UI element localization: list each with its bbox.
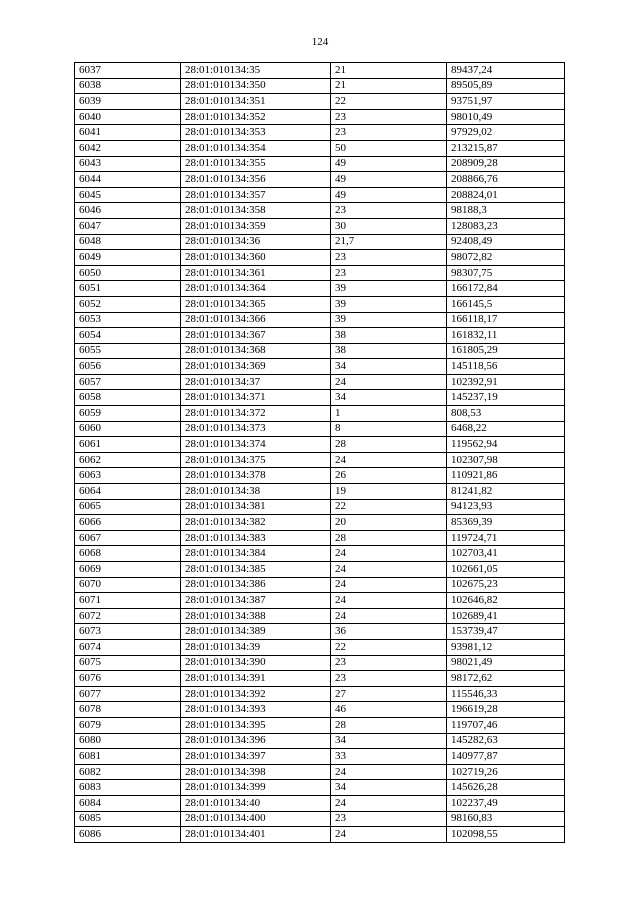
- value-cell: 102719,26: [447, 764, 565, 780]
- table-row: [75, 172, 565, 188]
- area-cell: 46: [331, 702, 447, 718]
- value-cell: 102307,98: [447, 452, 565, 468]
- value-cell: 89505,89: [447, 78, 565, 94]
- cadastral-number-cell: 28:01:010134:390: [181, 655, 331, 671]
- row-number-cell: 6052: [75, 296, 181, 312]
- row-number-cell: 6084: [75, 795, 181, 811]
- row-number-cell: 6076: [75, 671, 181, 687]
- row-number-cell: 6077: [75, 686, 181, 702]
- cadastral-number-cell: 28:01:010134:393: [181, 702, 331, 718]
- value-cell: 102689,41: [447, 608, 565, 624]
- row-number-cell: 6068: [75, 546, 181, 562]
- area-cell: 34: [331, 390, 447, 406]
- row-number-cell: 6053: [75, 312, 181, 328]
- value-cell: 98172,62: [447, 671, 565, 687]
- value-cell: 208824,01: [447, 187, 565, 203]
- value-cell: 81241,82: [447, 484, 565, 500]
- value-cell: 102703,41: [447, 546, 565, 562]
- area-cell: 39: [331, 296, 447, 312]
- cadastral-number-cell: 28:01:010134:352: [181, 109, 331, 125]
- table-row: [75, 515, 565, 531]
- value-cell: 119707,46: [447, 717, 565, 733]
- cadastral-number-cell: 28:01:010134:366: [181, 312, 331, 328]
- row-number-cell: 6081: [75, 749, 181, 765]
- area-cell: 36: [331, 624, 447, 640]
- value-cell: 97929,02: [447, 125, 565, 141]
- row-number-cell: 6062: [75, 452, 181, 468]
- value-cell: 153739,47: [447, 624, 565, 640]
- area-cell: 34: [331, 780, 447, 796]
- row-number-cell: 6049: [75, 250, 181, 266]
- table-row: [75, 156, 565, 172]
- table-row: [75, 702, 565, 718]
- table-row: [75, 328, 565, 344]
- value-cell: 213215,87: [447, 140, 565, 156]
- table-row: [75, 655, 565, 671]
- cadastral-number-cell: 28:01:010134:388: [181, 608, 331, 624]
- area-cell: 19: [331, 484, 447, 500]
- row-number-cell: 6075: [75, 655, 181, 671]
- area-cell: 23: [331, 671, 447, 687]
- area-cell: 24: [331, 562, 447, 578]
- table-row: [75, 593, 565, 609]
- cadastral-number-cell: 28:01:010134:371: [181, 390, 331, 406]
- row-number-cell: 6072: [75, 608, 181, 624]
- table-row: [75, 811, 565, 827]
- cadastral-number-cell: 28:01:010134:350: [181, 78, 331, 94]
- area-cell: 23: [331, 811, 447, 827]
- value-cell: 102661,05: [447, 562, 565, 578]
- cadastral-number-cell: 28:01:010134:374: [181, 437, 331, 453]
- row-number-cell: 6067: [75, 530, 181, 546]
- table-row: [75, 546, 565, 562]
- cadastral-number-cell: 28:01:010134:355: [181, 156, 331, 172]
- cadastral-number-cell: 28:01:010134:391: [181, 671, 331, 687]
- row-number-cell: 6079: [75, 717, 181, 733]
- area-cell: 24: [331, 827, 447, 843]
- value-cell: 140977,87: [447, 749, 565, 765]
- row-number-cell: 6063: [75, 468, 181, 484]
- row-number-cell: 6037: [75, 63, 181, 79]
- value-cell: 94123,93: [447, 499, 565, 515]
- row-number-cell: 6058: [75, 390, 181, 406]
- value-cell: 208909,28: [447, 156, 565, 172]
- cadastral-number-cell: 28:01:010134:361: [181, 265, 331, 281]
- value-cell: 145237,19: [447, 390, 565, 406]
- table-row: [75, 639, 565, 655]
- cadastral-number-cell: 28:01:010134:39: [181, 639, 331, 655]
- area-cell: 23: [331, 265, 447, 281]
- table-row: [75, 140, 565, 156]
- area-cell: 22: [331, 94, 447, 110]
- area-cell: 23: [331, 655, 447, 671]
- table-row: [75, 296, 565, 312]
- value-cell: 89437,24: [447, 63, 565, 79]
- area-cell: 28: [331, 437, 447, 453]
- row-number-cell: 6055: [75, 343, 181, 359]
- table-row: [75, 187, 565, 203]
- value-cell: 119562,94: [447, 437, 565, 453]
- area-cell: 50: [331, 140, 447, 156]
- area-cell: 49: [331, 187, 447, 203]
- row-number-cell: 6043: [75, 156, 181, 172]
- value-cell: 93751,97: [447, 94, 565, 110]
- row-number-cell: 6059: [75, 406, 181, 422]
- area-cell: 39: [331, 312, 447, 328]
- row-number-cell: 6048: [75, 234, 181, 250]
- table-row: [75, 764, 565, 780]
- value-cell: 166172,84: [447, 281, 565, 297]
- cadastral-number-cell: 28:01:010134:364: [181, 281, 331, 297]
- row-number-cell: 6078: [75, 702, 181, 718]
- area-cell: 23: [331, 203, 447, 219]
- row-number-cell: 6039: [75, 94, 181, 110]
- area-cell: 21,7: [331, 234, 447, 250]
- area-cell: 22: [331, 639, 447, 655]
- table-row: [75, 281, 565, 297]
- value-cell: 196619,28: [447, 702, 565, 718]
- cadastral-number-cell: 28:01:010134:382: [181, 515, 331, 531]
- row-number-cell: 6070: [75, 577, 181, 593]
- cadastral-number-cell: 28:01:010134:395: [181, 717, 331, 733]
- area-cell: 24: [331, 764, 447, 780]
- table-row: [75, 608, 565, 624]
- row-number-cell: 6080: [75, 733, 181, 749]
- row-number-cell: 6038: [75, 78, 181, 94]
- cadastral-number-cell: 28:01:010134:400: [181, 811, 331, 827]
- table-row: [75, 686, 565, 702]
- table-row: [75, 78, 565, 94]
- table-row: [75, 795, 565, 811]
- cadastral-number-cell: 28:01:010134:378: [181, 468, 331, 484]
- area-cell: 23: [331, 109, 447, 125]
- cadastral-number-cell: 28:01:010134:381: [181, 499, 331, 515]
- cadastral-number-cell: 28:01:010134:375: [181, 452, 331, 468]
- value-cell: 161832,11: [447, 328, 565, 344]
- value-cell: 92408,49: [447, 234, 565, 250]
- row-number-cell: 6040: [75, 109, 181, 125]
- table-row: [75, 125, 565, 141]
- value-cell: 102392,91: [447, 374, 565, 390]
- table-row: [75, 468, 565, 484]
- cadastral-number-cell: 28:01:010134:365: [181, 296, 331, 312]
- table-row: [75, 234, 565, 250]
- area-cell: 39: [331, 281, 447, 297]
- area-cell: 24: [331, 577, 447, 593]
- cadastral-number-cell: 28:01:010134:369: [181, 359, 331, 375]
- area-cell: 38: [331, 328, 447, 344]
- row-number-cell: 6042: [75, 140, 181, 156]
- cadastral-number-cell: 28:01:010134:389: [181, 624, 331, 640]
- value-cell: 98307,75: [447, 265, 565, 281]
- cadastral-number-cell: 28:01:010134:368: [181, 343, 331, 359]
- value-cell: 102646,82: [447, 593, 565, 609]
- cadastral-number-cell: 28:01:010134:351: [181, 94, 331, 110]
- cadastral-number-cell: 28:01:010134:357: [181, 187, 331, 203]
- row-number-cell: 6083: [75, 780, 181, 796]
- area-cell: 34: [331, 359, 447, 375]
- value-cell: 166145,5: [447, 296, 565, 312]
- table-row: [75, 406, 565, 422]
- cadastral-number-cell: 28:01:010134:37: [181, 374, 331, 390]
- row-number-cell: 6054: [75, 328, 181, 344]
- table-row: [75, 63, 565, 79]
- cadastral-number-cell: 28:01:010134:386: [181, 577, 331, 593]
- area-cell: 23: [331, 250, 447, 266]
- cadastral-number-cell: 28:01:010134:399: [181, 780, 331, 796]
- value-cell: 166118,17: [447, 312, 565, 328]
- row-number-cell: 6064: [75, 484, 181, 500]
- table-row: [75, 530, 565, 546]
- area-cell: 21: [331, 63, 447, 79]
- cadastral-number-cell: 28:01:010134:397: [181, 749, 331, 765]
- value-cell: 145282,63: [447, 733, 565, 749]
- area-cell: 34: [331, 733, 447, 749]
- row-number-cell: 6047: [75, 218, 181, 234]
- cadastral-number-cell: 28:01:010134:40: [181, 795, 331, 811]
- cadastral-number-cell: 28:01:010134:360: [181, 250, 331, 266]
- cadastral-number-cell: 28:01:010134:385: [181, 562, 331, 578]
- value-cell: 102675,23: [447, 577, 565, 593]
- table-row: [75, 733, 565, 749]
- table-row: [75, 343, 565, 359]
- row-number-cell: 6056: [75, 359, 181, 375]
- table-row: [75, 437, 565, 453]
- table-row: [75, 374, 565, 390]
- table-row: [75, 421, 565, 437]
- row-number-cell: 6082: [75, 764, 181, 780]
- area-cell: 24: [331, 593, 447, 609]
- area-cell: 27: [331, 686, 447, 702]
- value-cell: 98160,83: [447, 811, 565, 827]
- cadastral-number-cell: 28:01:010134:38: [181, 484, 331, 500]
- value-cell: 145626,28: [447, 780, 565, 796]
- value-cell: 119724,71: [447, 530, 565, 546]
- cadastral-number-cell: 28:01:010134:373: [181, 421, 331, 437]
- row-number-cell: 6069: [75, 562, 181, 578]
- table-row: [75, 577, 565, 593]
- cadastral-number-cell: 28:01:010134:396: [181, 733, 331, 749]
- value-cell: 102098,55: [447, 827, 565, 843]
- area-cell: 1: [331, 406, 447, 422]
- value-cell: 98010,49: [447, 109, 565, 125]
- table-row: [75, 499, 565, 515]
- value-cell: 85369,39: [447, 515, 565, 531]
- cadastral-number-cell: 28:01:010134:354: [181, 140, 331, 156]
- area-cell: 20: [331, 515, 447, 531]
- row-number-cell: 6073: [75, 624, 181, 640]
- value-cell: 102237,49: [447, 795, 565, 811]
- table-row: [75, 203, 565, 219]
- cadastral-number-cell: 28:01:010134:401: [181, 827, 331, 843]
- row-number-cell: 6045: [75, 187, 181, 203]
- value-cell: 115546,33: [447, 686, 565, 702]
- row-number-cell: 6051: [75, 281, 181, 297]
- row-number-cell: 6071: [75, 593, 181, 609]
- table-row: [75, 452, 565, 468]
- area-cell: 23: [331, 125, 447, 141]
- row-number-cell: 6050: [75, 265, 181, 281]
- table-row: [75, 312, 565, 328]
- cadastral-number-cell: 28:01:010134:387: [181, 593, 331, 609]
- table-row: [75, 717, 565, 733]
- value-cell: 145118,56: [447, 359, 565, 375]
- page-number: 124: [311, 36, 329, 48]
- value-cell: 128083,23: [447, 218, 565, 234]
- area-cell: 24: [331, 374, 447, 390]
- value-cell: 93981,12: [447, 639, 565, 655]
- table-body: [75, 63, 565, 843]
- area-cell: 49: [331, 172, 447, 188]
- area-cell: 30: [331, 218, 447, 234]
- area-cell: 21: [331, 78, 447, 94]
- cadastral-number-cell: 28:01:010134:356: [181, 172, 331, 188]
- table-row: [75, 390, 565, 406]
- cadastral-number-cell: 28:01:010134:392: [181, 686, 331, 702]
- value-cell: 98021,49: [447, 655, 565, 671]
- cadastral-number-cell: 28:01:010134:359: [181, 218, 331, 234]
- table-row: [75, 827, 565, 843]
- value-cell: 98188,3: [447, 203, 565, 219]
- table-row: [75, 218, 565, 234]
- table-row: [75, 109, 565, 125]
- row-number-cell: 6066: [75, 515, 181, 531]
- area-cell: 26: [331, 468, 447, 484]
- area-cell: 22: [331, 499, 447, 515]
- area-cell: 24: [331, 452, 447, 468]
- row-number-cell: 6060: [75, 421, 181, 437]
- value-cell: 6468,22: [447, 421, 565, 437]
- area-cell: 8: [331, 421, 447, 437]
- data-table: [74, 62, 565, 843]
- row-number-cell: 6086: [75, 827, 181, 843]
- row-number-cell: 6044: [75, 172, 181, 188]
- area-cell: 24: [331, 795, 447, 811]
- area-cell: 24: [331, 608, 447, 624]
- area-cell: 24: [331, 546, 447, 562]
- table-row: [75, 562, 565, 578]
- cadastral-number-cell: 28:01:010134:398: [181, 764, 331, 780]
- cadastral-number-cell: 28:01:010134:383: [181, 530, 331, 546]
- row-number-cell: 6074: [75, 639, 181, 655]
- table-row: [75, 671, 565, 687]
- cadastral-number-cell: 28:01:010134:367: [181, 328, 331, 344]
- area-cell: 49: [331, 156, 447, 172]
- table-row: [75, 359, 565, 375]
- area-cell: 38: [331, 343, 447, 359]
- table-row: [75, 780, 565, 796]
- value-cell: 161805,29: [447, 343, 565, 359]
- row-number-cell: 6057: [75, 374, 181, 390]
- table-row: [75, 265, 565, 281]
- table-row: [75, 250, 565, 266]
- row-number-cell: 6065: [75, 499, 181, 515]
- table-row: [75, 749, 565, 765]
- value-cell: 808,53: [447, 406, 565, 422]
- area-cell: 33: [331, 749, 447, 765]
- value-cell: 110921,86: [447, 468, 565, 484]
- cadastral-number-cell: 28:01:010134:36: [181, 234, 331, 250]
- cadastral-number-cell: 28:01:010134:353: [181, 125, 331, 141]
- table-row: [75, 94, 565, 110]
- row-number-cell: 6046: [75, 203, 181, 219]
- cadastral-number-cell: 28:01:010134:358: [181, 203, 331, 219]
- cadastral-number-cell: 28:01:010134:35: [181, 63, 331, 79]
- value-cell: 208866,76: [447, 172, 565, 188]
- area-cell: 28: [331, 717, 447, 733]
- row-number-cell: 6085: [75, 811, 181, 827]
- area-cell: 28: [331, 530, 447, 546]
- cadastral-number-cell: 28:01:010134:372: [181, 406, 331, 422]
- row-number-cell: 6061: [75, 437, 181, 453]
- table-row: [75, 624, 565, 640]
- value-cell: 98072,82: [447, 250, 565, 266]
- cadastral-number-cell: 28:01:010134:384: [181, 546, 331, 562]
- row-number-cell: 6041: [75, 125, 181, 141]
- table-row: [75, 484, 565, 500]
